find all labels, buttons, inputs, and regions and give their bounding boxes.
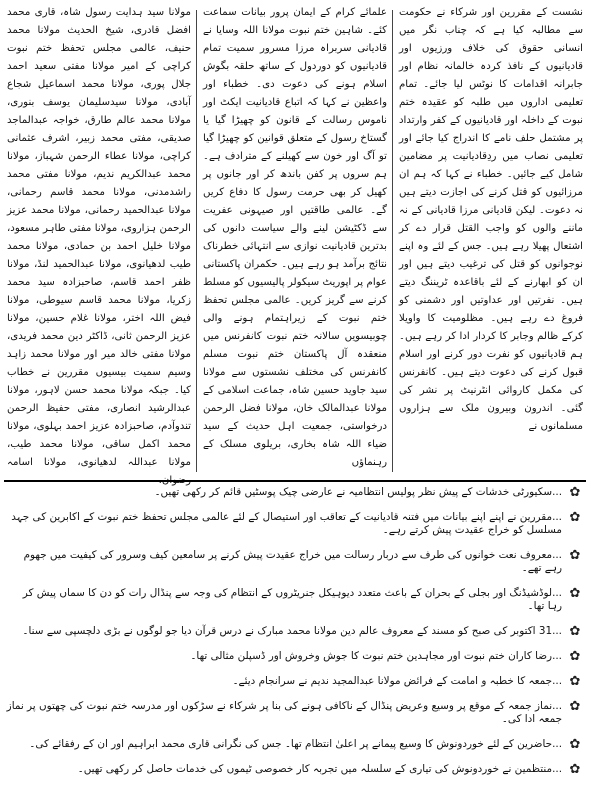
list-item [6, 549, 584, 575]
article-column-left [4, 4, 194, 486]
list-item-text: ...رضا کاران ختم نبوت اور مجاہدین ختم نبوت کا جوش وخروش اور ڈسپلن مثالی تھا۔ [190, 650, 562, 662]
list-item [6, 511, 584, 537]
flower-bullet-icon: ✿ [569, 586, 581, 601]
list-item-text: ...جمعہ کا خطبہ و امامت کے فرائض مولانا عبدالمجید ندیم نے سرانجام دیئے۔ [232, 675, 562, 687]
list-item-text: ...نماز جمعہ کے موقع پر وسیع وعریض پنڈال کے ناکافی ہونے کی بنا پر شرکاء نے سڑکوں اور مدرسہ ختم نبوت کی چھتوں پر نماز جمعہ ادا کی۔ [6, 700, 562, 725]
list-item-text: ...لوڈشیڈنگ اور بجلی کے بحران کے باعث متعدد دیوہیکل جنریٹروں کے انتظام کی وجہ سے پنڈال رات کو دن کا سماں پیش کر رہا تھا۔ [22, 587, 562, 612]
column-text: نشست کے مقررین اور شرکاء نے حکومت سے مطالبہ کیا ہے کہ چناب نگر میں انسانی حقوق کی خلاف ورزیوں اور قادیانیوں کے نافذ کردہ خالمانہ نظام اور جابرانہ اقدامات کا نوٹس لیا جائے۔ تمام تعلیمی اداروں میں طلبہ کو عقیدہ ختم نبوت کے داخلہ اور قادیانیوں کے کفر وارتداد پر مشتمل حلف نامے کا اندراج کیا جائے اور تعلیمی نصاب میں ردِقادیانیت پر مضامین شامل کیے جائیں۔ خطباء نے کہا کہ ہم ان مرزائیوں کو قتل کرنے کی اجازت دیتے ہیں نہ دعوت۔ لیکن قادیانی مرزا قادیانی کے نہ ماننے والوں کو واجب القتل قرار دے کر اشتعال پھیلا رہے ہیں۔ جس کے لئے وہ اپنے نوجوانوں کو قتل کی ترغیب دیتے ہیں اور ان کو ابھارنے کے لئے باقاعدہ ٹریننگ دیتے ہیں۔ نفرتیں اور عداوتیں اور دشمنی کو فروغ دے رہے ہیں۔ مظلومیت کا واویلا کرکے ظالم وجابر کا کردار ادا کر رہے ہیں۔ ہم قادیانیوں کو نفرت دور کرنے اور اسلام قبول کرنے کی دعوت دیتے ہیں۔ کانفرنس کی مکمل کاروائی انٹرنیٹ پر نشر کی گئی۔ اندرون وبیرون ملک سے ہزاروں مسلمانوں نے [399, 7, 583, 432]
flower-bullet-icon: ✿ [569, 624, 581, 639]
column-divider [392, 10, 393, 472]
flower-bullet-icon: ✿ [569, 762, 581, 777]
list-item [6, 675, 584, 688]
flower-bullet-icon: ✿ [569, 737, 581, 752]
article-columns [4, 4, 586, 486]
list-item-text: ...معروف نعت خوانوں کی طرف سے دربار رسالت میں خراج عقیدت پیش کرنے پر سامعین کیف وسرور کی کیفیت میں جھوم رہے تھے۔ [23, 549, 562, 574]
list-item [6, 486, 584, 499]
list-item [6, 587, 584, 613]
column-divider [196, 10, 197, 472]
flower-bullet-icon: ✿ [569, 510, 581, 525]
section-divider [4, 480, 586, 482]
list-item-text: ...31 اکتوبر کی صبح کو مسند کے معروف عالم دین مولانا محمد مبارک نے درس قرآن دیا جو لوگوں نے بڑی دلچسپی سے سنا۔ [22, 625, 562, 637]
list-item [6, 625, 584, 638]
column-text: علمائے کرام کے ایمان پرور بیانات سماعت کئے۔ شاہین ختم نبوت مولانا اللہ وسایا نے قادیانی سربراہ مرزا مسرور سمیت تمام قادیانیوں کو دوردول کے ساتھ حلقہ بگوش اسلام ہونے کی دعوت دی۔ خطباء اور واعظین نے کہا کہ اتباع قادیانیت ایکٹ اور ناموس رسالت کے قانون کو چھیڑا گیا یا گستاخ رسول کے متعلق قوانین کو چھیڑا گیا تو آگ اور خون سے کھیلنے کے مترادف ہے۔ ہم سروں پر کفن باندھ کر اور جانوں پر کھیل کر بھی حرمت رسول کا دفاع کریں گے۔ عالمی طاقتیں اور صیہونی عفریت سے ڈکٹیشن لینے والے سیاست دانوں کی بدترین قادیانیت نوازی سے انتہائی خطرناک نتائج برآمد ہو رہے ہیں۔ حکمران پاکستانی عوام پر اپوریٹ سیکولر پالیسیوں کو مسلط کرنے سے گریز کریں۔ عالمی مجلس تحفظ ختم نبوت کے زیراہتمام ہونے والی چوبیسویں سالانہ ختم نبوت کانفرنس میں منعقدہ آل پاکستان ختم نبوت مسلم کانفرنس کی مختلف نشستوں سے مولانا سید جاوید حسین شاہ، جماعت اسلامی کے مولانا عبدالمالک خان، مولانا فضل الرحمن درخواستی، جمعیت اہل حدیث کے سید ضیاء اللہ شاہ بخاری، بریلوی مسلک کے رہنماؤں [203, 7, 387, 468]
highlights-list [6, 486, 584, 788]
list-item [6, 650, 584, 663]
column-text: مولانا سید ہدایت رسول شاہ، قاری محمد افضل قادری، شیخ الحدیث مولانا محمد حنیف، عالمی مجلس تحفظ ختم نبوت کراچی کے امیر مولانا مفتی سعید احمد جلال پوری، مولانا محمد اسماعیل شجاع آبادی، مولانا سیدسلیمان یوسف بنوری، مولانا محمد عالم طارق، خواجہ عبدالماجد صدیقی، مفتی محمد زبیر، اشرف عثمانی کراچی، مولانا عطاء الرحمن شہباز، مولانا محمد عبدالکریم ندیم، مولانا مفتی محمد راشدمدنی، مولانا محمد قاسم رحمانی، مولانا عبدالحمید رحمانی، مولانا محمد عزیز الرحمن ہزاروی، مولانا مفتی طاہر مسعود، مولانا خلیل احمد بن حمادی، مولانا محمد طیب لدھیانوی، مولانا عبدالحمید لنڈ، مولانا ظفر احمد قاسم، صاحبزادہ سید محمد زکریا، مولانا محمد قاسم سیوطی، مولانا فیض اللہ اختر، مولانا غلام حسین، مولانا عزیز الرحمن ثانی، ڈاکٹر دین محمد فریدی، مولانا مفتی خالد میر اور مولانا محمد زاہد وسیم سمیت بیسیوں مقررین نے خطاب کیا۔ جبکہ مولانا محمد حسن لاہور، مولانا عبدالرشید انصاری، مفتی حفیظ الرحمن تندوآدم، صاحبزادہ عزیز احمد بہلوی، مولانا محمد اکمل ساقی، مولانا محمد طیب، مولانا عبداللہ لدھیانوی، مولانا اسامہ رضوان، [7, 7, 191, 486]
list-item-text: ...حاضرین کے لئے خوردونوش کا وسیع پیمانے پر اعلیٰ انتظام تھا۔ جس کی نگرانی قاری محمد ابراہیم اور ان کے رفقائے کی۔ [29, 738, 562, 750]
article-column-right [396, 4, 586, 478]
flower-bullet-icon: ✿ [569, 485, 581, 500]
list-item [6, 738, 584, 751]
list-item [6, 763, 584, 776]
article-column-middle [200, 4, 390, 478]
flower-bullet-icon: ✿ [569, 649, 581, 664]
list-item-text: ...مقررین نے اپنے اپنے بیانات میں فتنہ قادیانیت کے تعاقب اور استیصال کے لئے عالمی مجلس تحفظ ختم نبوت کے اکابرین کی جہد مسلسل کو خراج عقیدت پیش کرتے رہے۔ [11, 511, 562, 536]
list-item-text: ...منتظمین نے خوردونوش کی تیاری کے سلسلہ میں تجربہ کار خصوصی ٹیموں کی خدمات حاصل کر رکھی تھیں۔ [77, 763, 562, 775]
flower-bullet-icon: ✿ [569, 674, 581, 689]
list-item [6, 700, 584, 726]
list-item-text: ...سکیورٹی خدشات کے پیش نظر پولیس انتظامیہ نے عارضی چیک پوسٹیں قائم کر رکھی تھیں۔ [154, 486, 562, 498]
flower-bullet-icon: ✿ [569, 548, 581, 563]
flower-bullet-icon: ✿ [569, 699, 581, 714]
